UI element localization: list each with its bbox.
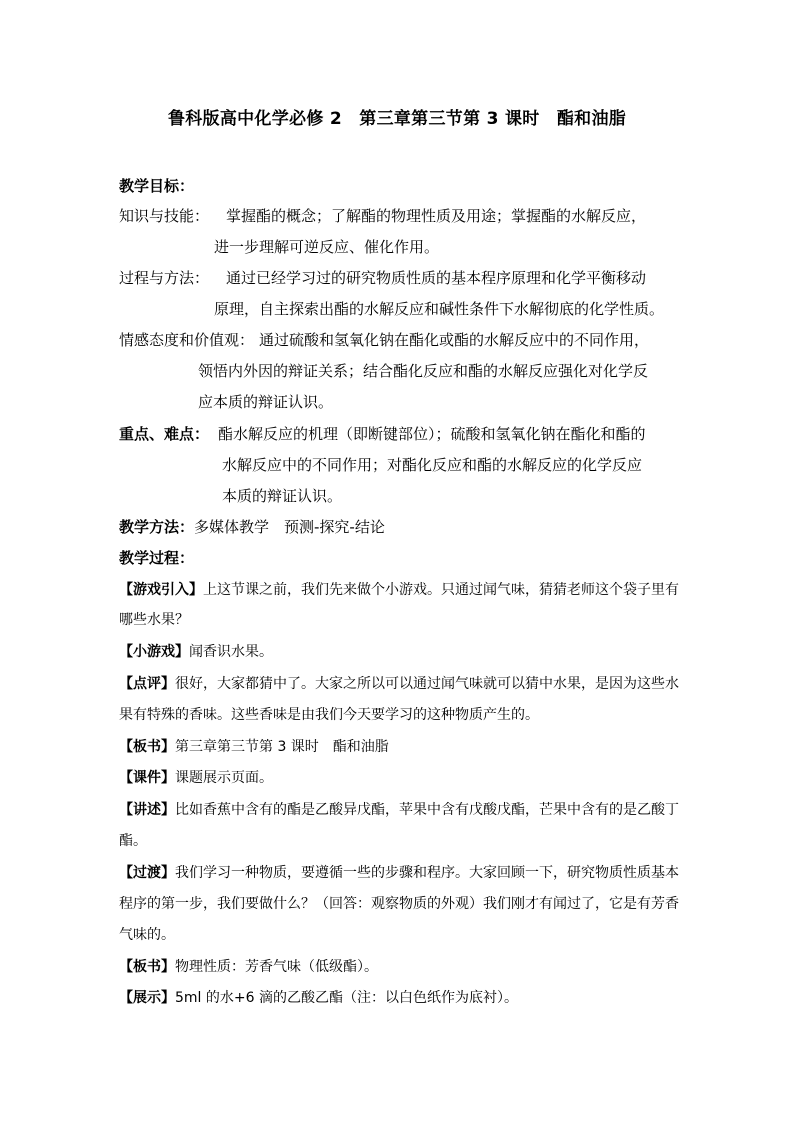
knowledge-label: 知识与技能：: [119, 207, 210, 225]
step-narrate-line-1: [119, 800, 679, 820]
keypoints-line-3: 本质的辩证认识。: [222, 487, 343, 505]
step-courseware: [119, 768, 273, 788]
process-label: 过程与方法：: [119, 269, 210, 287]
objectives-heading: 教学目标：: [119, 177, 195, 195]
page-title: 鲁科版高中化学必修 2 第三章第三节第 3 课时 酯和油脂: [167, 109, 627, 129]
step-tag: 【小游戏】: [119, 644, 189, 660]
step-game-intro-line-2: 哪些水果？: [119, 612, 189, 628]
step-text: 物理性质：芳香气味（低级酯）。: [175, 959, 378, 975]
step-tag: 【点评】: [119, 676, 175, 692]
step-tag: 【过渡】: [119, 865, 175, 881]
method-line: [119, 517, 385, 537]
step-text: 很好，大家都猜中了。大家之所以可以通过闻气味就可以猜中水果，是因为这些水: [175, 676, 679, 692]
step-tag: 【游戏引入】: [119, 582, 203, 598]
step-comment-line-2: 果有特殊的香味。这些香味是由我们今天要学习的这种物质产生的。: [119, 707, 539, 723]
step-text: 比如香蕉中含有的酯是乙酸异戊酯，苹果中含有戊酸戊酯，芒果中含有的是乙酸丁: [175, 802, 679, 818]
step-mini-game: [119, 642, 273, 662]
emotion-label: 情感态度和价值观：: [119, 331, 255, 349]
keypoints-line-2: 水解反应中的不同作用；对酯化反应和酯的水解反应的化学反应: [222, 456, 643, 474]
step-transition-line-3: 气味的。: [119, 927, 175, 943]
step-tag: 【板书】: [119, 739, 175, 755]
step-board-1: [119, 737, 389, 757]
step-text: 上这节课之前，我们先来做个小游戏。只通过闻气味，猜猜老师这个袋子里有: [203, 582, 679, 598]
step-demonstrate: [119, 988, 518, 1008]
step-text: 闻香识水果。: [189, 644, 273, 660]
step-transition-line-2: 程序的第一步，我们要做什么？（回答：观察物质的外观）我们刚才有闻过了，它是有芳香: [119, 896, 679, 912]
step-text: 我们学习一种物质，要遵循一些的步骤和程序。大家回顾一下，研究物质性质基本: [175, 865, 679, 881]
process-line-1: 通过已经学习过的研究物质性质的基本程序原理和化学平衡移动: [226, 269, 647, 287]
step-narrate-line-2: 酯。: [119, 833, 147, 849]
emotion-line-3: 应本质的辩证认识。: [198, 393, 334, 411]
step-text: 5ml 的水+6 滴的乙酸乙酯（注：以白色纸作为底衬）。: [175, 990, 518, 1006]
process-line-2: 原理，自主探索出酯的水解反应和碱性条件下水解彻底的化学性质。: [214, 300, 665, 318]
step-game-intro-line-1: [119, 580, 679, 600]
method-text: 多媒体教学 预测-探究-结论: [194, 518, 385, 536]
emotion-line-2: 领悟内外因的辩证关系；结合酯化反应和酯的水解反应强化对化学反: [198, 362, 649, 380]
step-text: 第三章第三节第 3 课时 酯和油脂: [175, 739, 389, 755]
method-label: 教学方法：: [119, 518, 195, 536]
step-tag: 【课件】: [119, 770, 175, 786]
keypoints-line-1: 酯水解反应的机理（即断键部位）；硫酸和氢氧化钠在酯化和酯的: [218, 425, 646, 443]
step-tag: 【板书】: [119, 959, 175, 975]
knowledge-line-1: 掌握酯的概念；了解酯的物理性质及用途；掌握酯的水解反应，: [226, 207, 647, 225]
step-tag: 【展示】: [119, 990, 175, 1006]
process-heading: 教学过程：: [119, 549, 195, 567]
knowledge-line-2: 进一步理解可逆反应、催化作用。: [214, 238, 440, 256]
keypoints-label: 重点、难点：: [119, 425, 210, 443]
emotion-line-1: 通过硫酸和氢氧化钠在酯化或酯的水解反应中的不同作用，: [259, 331, 650, 349]
step-tag: 【讲述】: [119, 802, 175, 818]
step-text: 课题展示页面。: [175, 770, 273, 786]
step-board-2: [119, 957, 378, 977]
step-transition-line-1: [119, 863, 679, 883]
step-comment-line-1: [119, 674, 679, 694]
